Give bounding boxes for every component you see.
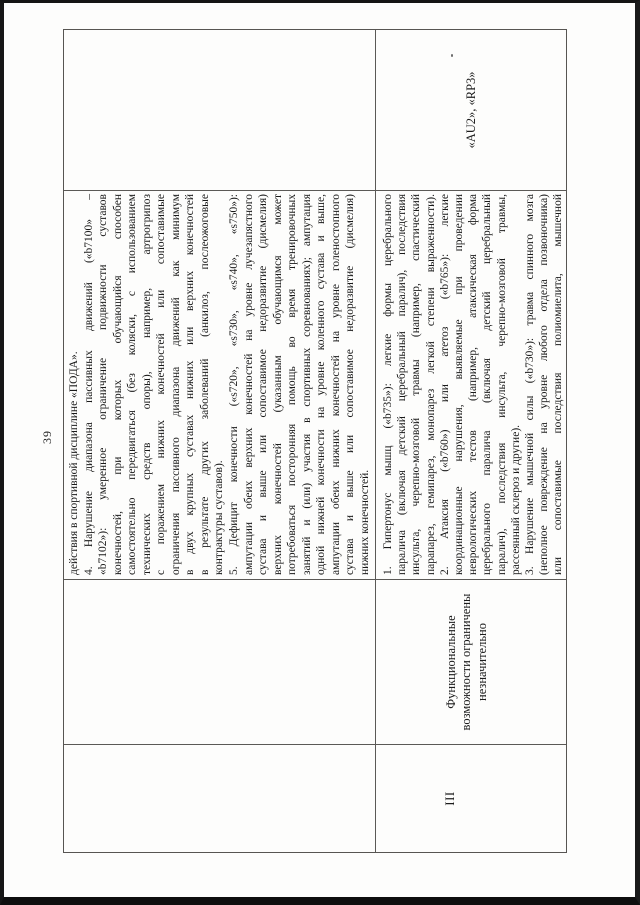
text-line: ограничения пассивного диапазона движений как минимум xyxy=(169,194,182,575)
text-line: ампутации обеих верхних конечностей на уровне лучезапястного xyxy=(242,194,255,575)
page-number: 39 xyxy=(40,430,54,444)
text-line: рассеянный склероз и другие). xyxy=(509,424,522,575)
classification-table xyxy=(63,29,567,853)
table-cell-sport-classes: «AU2», «RP3» xyxy=(463,71,478,149)
text-line: действия в спортивной дисциплине «ПОДА». xyxy=(68,351,80,575)
text-line: 3. Нарушение мышечной силы («b730»): травма спинного мозга xyxy=(524,194,537,575)
text-line: контрактуры суставов). xyxy=(213,460,226,575)
text-line: конечностей, при которых обучающийся способен xyxy=(111,194,124,575)
table-cell-row1-criteria xyxy=(64,190,376,579)
text-line: с поражением нижних конечностей или сопоставимые xyxy=(155,194,168,575)
text-line: занятий и (или) участия в спортивных соревнованиях); ампутация xyxy=(300,194,313,575)
text-line: возможности ограничены xyxy=(459,593,474,731)
text-line: 1. Гипертонус мышц («b735»): легкие формы церебрального xyxy=(382,194,394,575)
table-cell-row1-classes xyxy=(64,30,376,190)
text-line: неврологических тестов (например, атаксическая форма xyxy=(467,194,480,575)
table-cell-functional-label xyxy=(376,579,566,744)
table-cell-row1-functional xyxy=(64,579,376,744)
text-line: 2. Атаксия («b760») или атетоз («b765»): легкие xyxy=(438,194,451,575)
text-line: одной нижней конечности на уровне коленного сустава и выше, xyxy=(315,194,328,575)
text-line: паралича (включая детский церебральный паралич), последствия xyxy=(396,194,409,575)
text-line: самостоятельно передвигаться (без коляски, с использованием xyxy=(126,194,139,575)
text-line: верхних конечностей (указанным обучающимся может xyxy=(271,194,284,575)
scan-speck xyxy=(451,54,453,57)
text-line: в результате других заболеваний (анкилоз, послеожоговые xyxy=(198,194,211,575)
table-cell-group-number: III xyxy=(376,744,566,852)
text-line: нижних конечностей. xyxy=(358,469,371,575)
text-line: «b7102»): умеренное ограничение подвижности суставов xyxy=(97,194,110,575)
text-line: (неполное повреждение на уровне любого отдела позвоночника) xyxy=(538,194,551,575)
text-line: инсульта, черепно-мозговой травмы (например, спастический xyxy=(410,194,423,575)
table-cell-row2-criteria xyxy=(376,190,566,579)
text-line: координационные нарушения, выявляемые при проведении xyxy=(453,194,466,575)
text-line: 5. Дефицит конечности («s720», «s730», «s740», «s750»): xyxy=(228,194,241,575)
text-line: потребоваться посторонняя помощь во время тренировочных xyxy=(286,194,299,575)
text-line: церебрального паралича (включая детский церебральный xyxy=(481,194,494,575)
text-line: сустава и выше или сопоставимое недоразвитие (дисмелия) xyxy=(257,194,270,575)
text-line: Функциональные xyxy=(443,615,458,709)
table-cell-row1-group xyxy=(64,744,376,852)
text-line: или сопоставимые последствия полиомиелита, мышечной xyxy=(552,194,565,575)
text-line: паралич), последствия инсульта, черепно-мозговой травмы, xyxy=(495,194,508,575)
text-line: парапарез, гемипарез, монопарез легкой степени выраженности). xyxy=(424,194,437,575)
text-line: ампутации обеих нижних конечностей на уровне голеностопного xyxy=(329,194,342,575)
text-line: в двух крупных суставах нижних или верхних конечностей xyxy=(184,194,197,575)
text-line: 4. Нарушение диапазона пассивных движений («b7100» – xyxy=(82,194,95,575)
text-line: сустава и выше или сопоставимое недоразвитие (дисмелия) xyxy=(344,194,357,575)
text-line: технических средств опоры), например, артрогрипоз xyxy=(140,194,153,575)
text-line: незначительно xyxy=(474,623,489,701)
